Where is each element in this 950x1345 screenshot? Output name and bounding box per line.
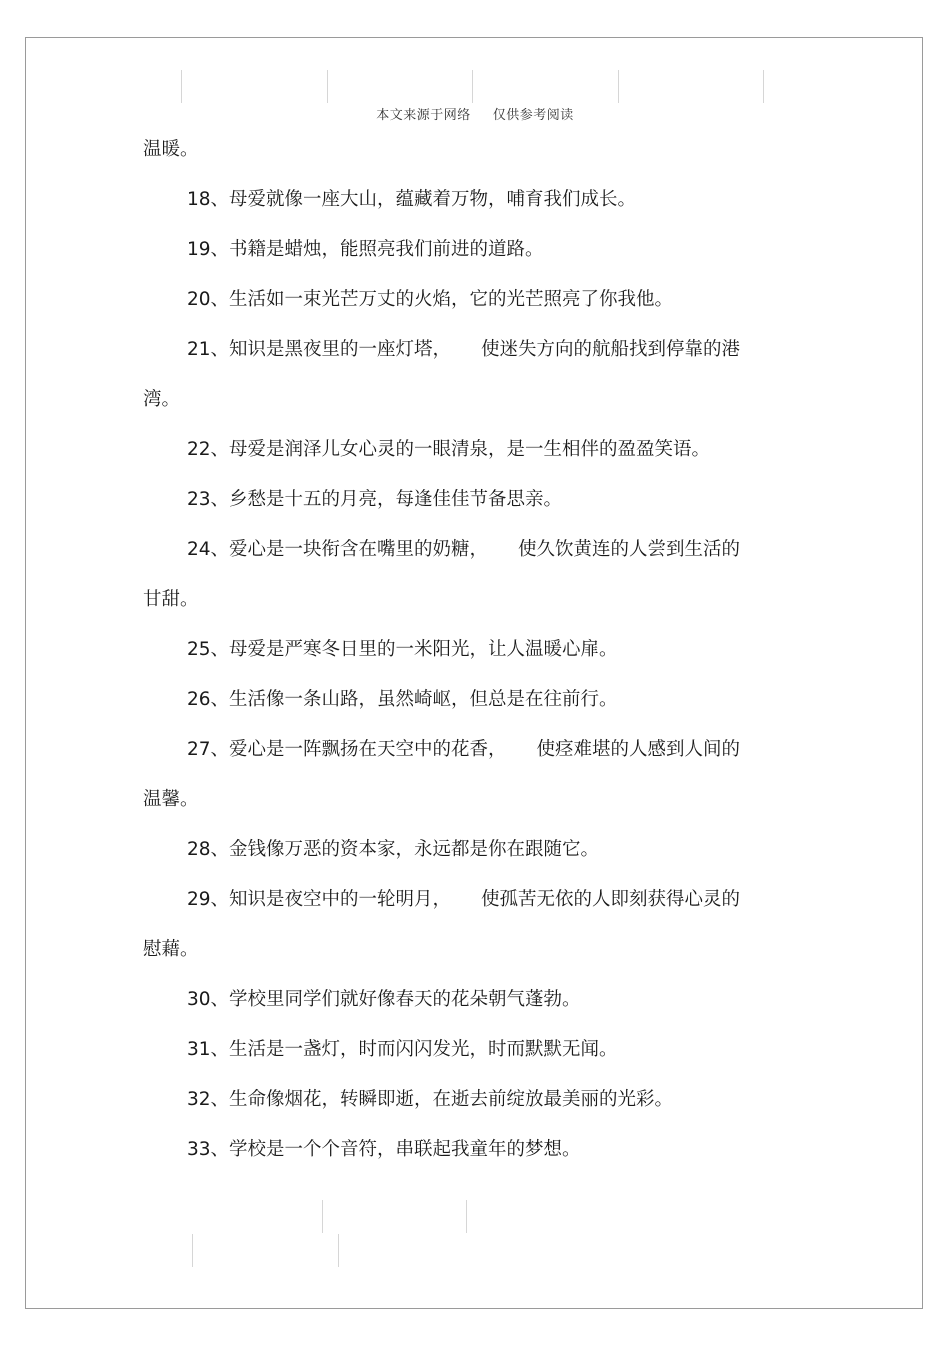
line-text: 30、学校里同学们就好像春天的花朵朝气蓬勃。: [187, 989, 581, 1010]
line-text: 温馨。: [143, 789, 199, 810]
text-line: [143, 875, 793, 925]
text-line: [143, 925, 793, 975]
line-text: 甘甜。: [143, 589, 199, 610]
guide-line: [472, 70, 473, 103]
document-body: [143, 125, 793, 1175]
line-text: 32、生命像烟花，转瞬即逝，在逝去前绽放最美丽的光彩。: [187, 1089, 674, 1110]
line-text: 26、生活像一条山路，虽然崎岖，但总是在往前行。: [187, 689, 618, 710]
line-text: 21、知识是黑夜里的一座灯塔，: [187, 339, 452, 360]
line-text: 28、金钱像万恶的资本家，永远都是你在跟随它。: [187, 839, 600, 860]
line-text: 27、爱心是一阵飘扬在天空中的花香，: [187, 739, 507, 760]
text-line: [143, 625, 793, 675]
guide-line: [763, 70, 764, 103]
line-text: 湾。: [143, 389, 181, 410]
line-text: 温暖。: [143, 139, 199, 160]
text-line: [143, 425, 793, 475]
line-text-continued: 使久饮黄连的人尝到生活的: [518, 539, 741, 560]
text-line: [143, 725, 793, 775]
text-line: [143, 575, 793, 625]
guide-line: [338, 1234, 339, 1267]
page-header: [0, 104, 950, 123]
line-text: 22、母爱是润泽儿女心灵的一眼清泉，是一生相伴的盈盈笑语。: [187, 439, 711, 460]
text-line: [143, 375, 793, 425]
line-text: 18、母爱就像一座大山，蕴藏着万物，哺育我们成长。: [187, 189, 637, 210]
text-line: [143, 975, 793, 1025]
guide-line: [466, 1200, 467, 1233]
line-text: 慰藉。: [143, 939, 199, 960]
line-text: 19、书籍是蜡烛，能照亮我们前进的道路。: [187, 239, 544, 260]
guide-line: [322, 1200, 323, 1233]
text-line: [143, 675, 793, 725]
text-line: [143, 525, 793, 575]
text-line: [143, 775, 793, 825]
text-line: [143, 1075, 793, 1125]
text-line: [143, 325, 793, 375]
text-line: [143, 1125, 793, 1175]
guide-line: [192, 1234, 193, 1267]
line-text: 24、爱心是一块衔含在嘴里的奶糖，: [187, 539, 489, 560]
text-line: [143, 475, 793, 525]
line-text: 31、生活是一盏灯，时而闪闪发光，时而默默无闻。: [187, 1039, 618, 1060]
text-line: [143, 225, 793, 275]
line-text-continued: 使痉难堪的人感到人间的: [536, 739, 741, 760]
line-text: 20、生活如一束光芒万丈的火焰，它的光芒照亮了你我他。: [187, 289, 674, 310]
line-text: 29、知识是夜空中的一轮明月，: [187, 889, 452, 910]
line-text-continued: 使迷失方向的航船找到停靠的港: [481, 339, 741, 360]
text-line: [143, 1025, 793, 1075]
header-source: 本文来源于网络: [376, 108, 471, 123]
line-text: 33、学校是一个个音符，串联起我童年的梦想。: [187, 1139, 581, 1160]
guide-line: [327, 70, 328, 103]
line-text: 25、母爱是严寒冬日里的一米阳光，让人温暖心扉。: [187, 639, 618, 660]
text-line: [143, 175, 793, 225]
line-text: 23、乡愁是十五的月亮，每逢佳佳节备思亲。: [187, 489, 563, 510]
text-line: [143, 275, 793, 325]
guide-line: [181, 70, 182, 103]
text-line: [143, 825, 793, 875]
line-text-continued: 使孤苦无依的人即刻获得心灵的: [481, 889, 741, 910]
header-note: 仅供参考阅读: [492, 108, 574, 123]
guide-line: [618, 70, 619, 103]
text-line: [143, 125, 793, 175]
